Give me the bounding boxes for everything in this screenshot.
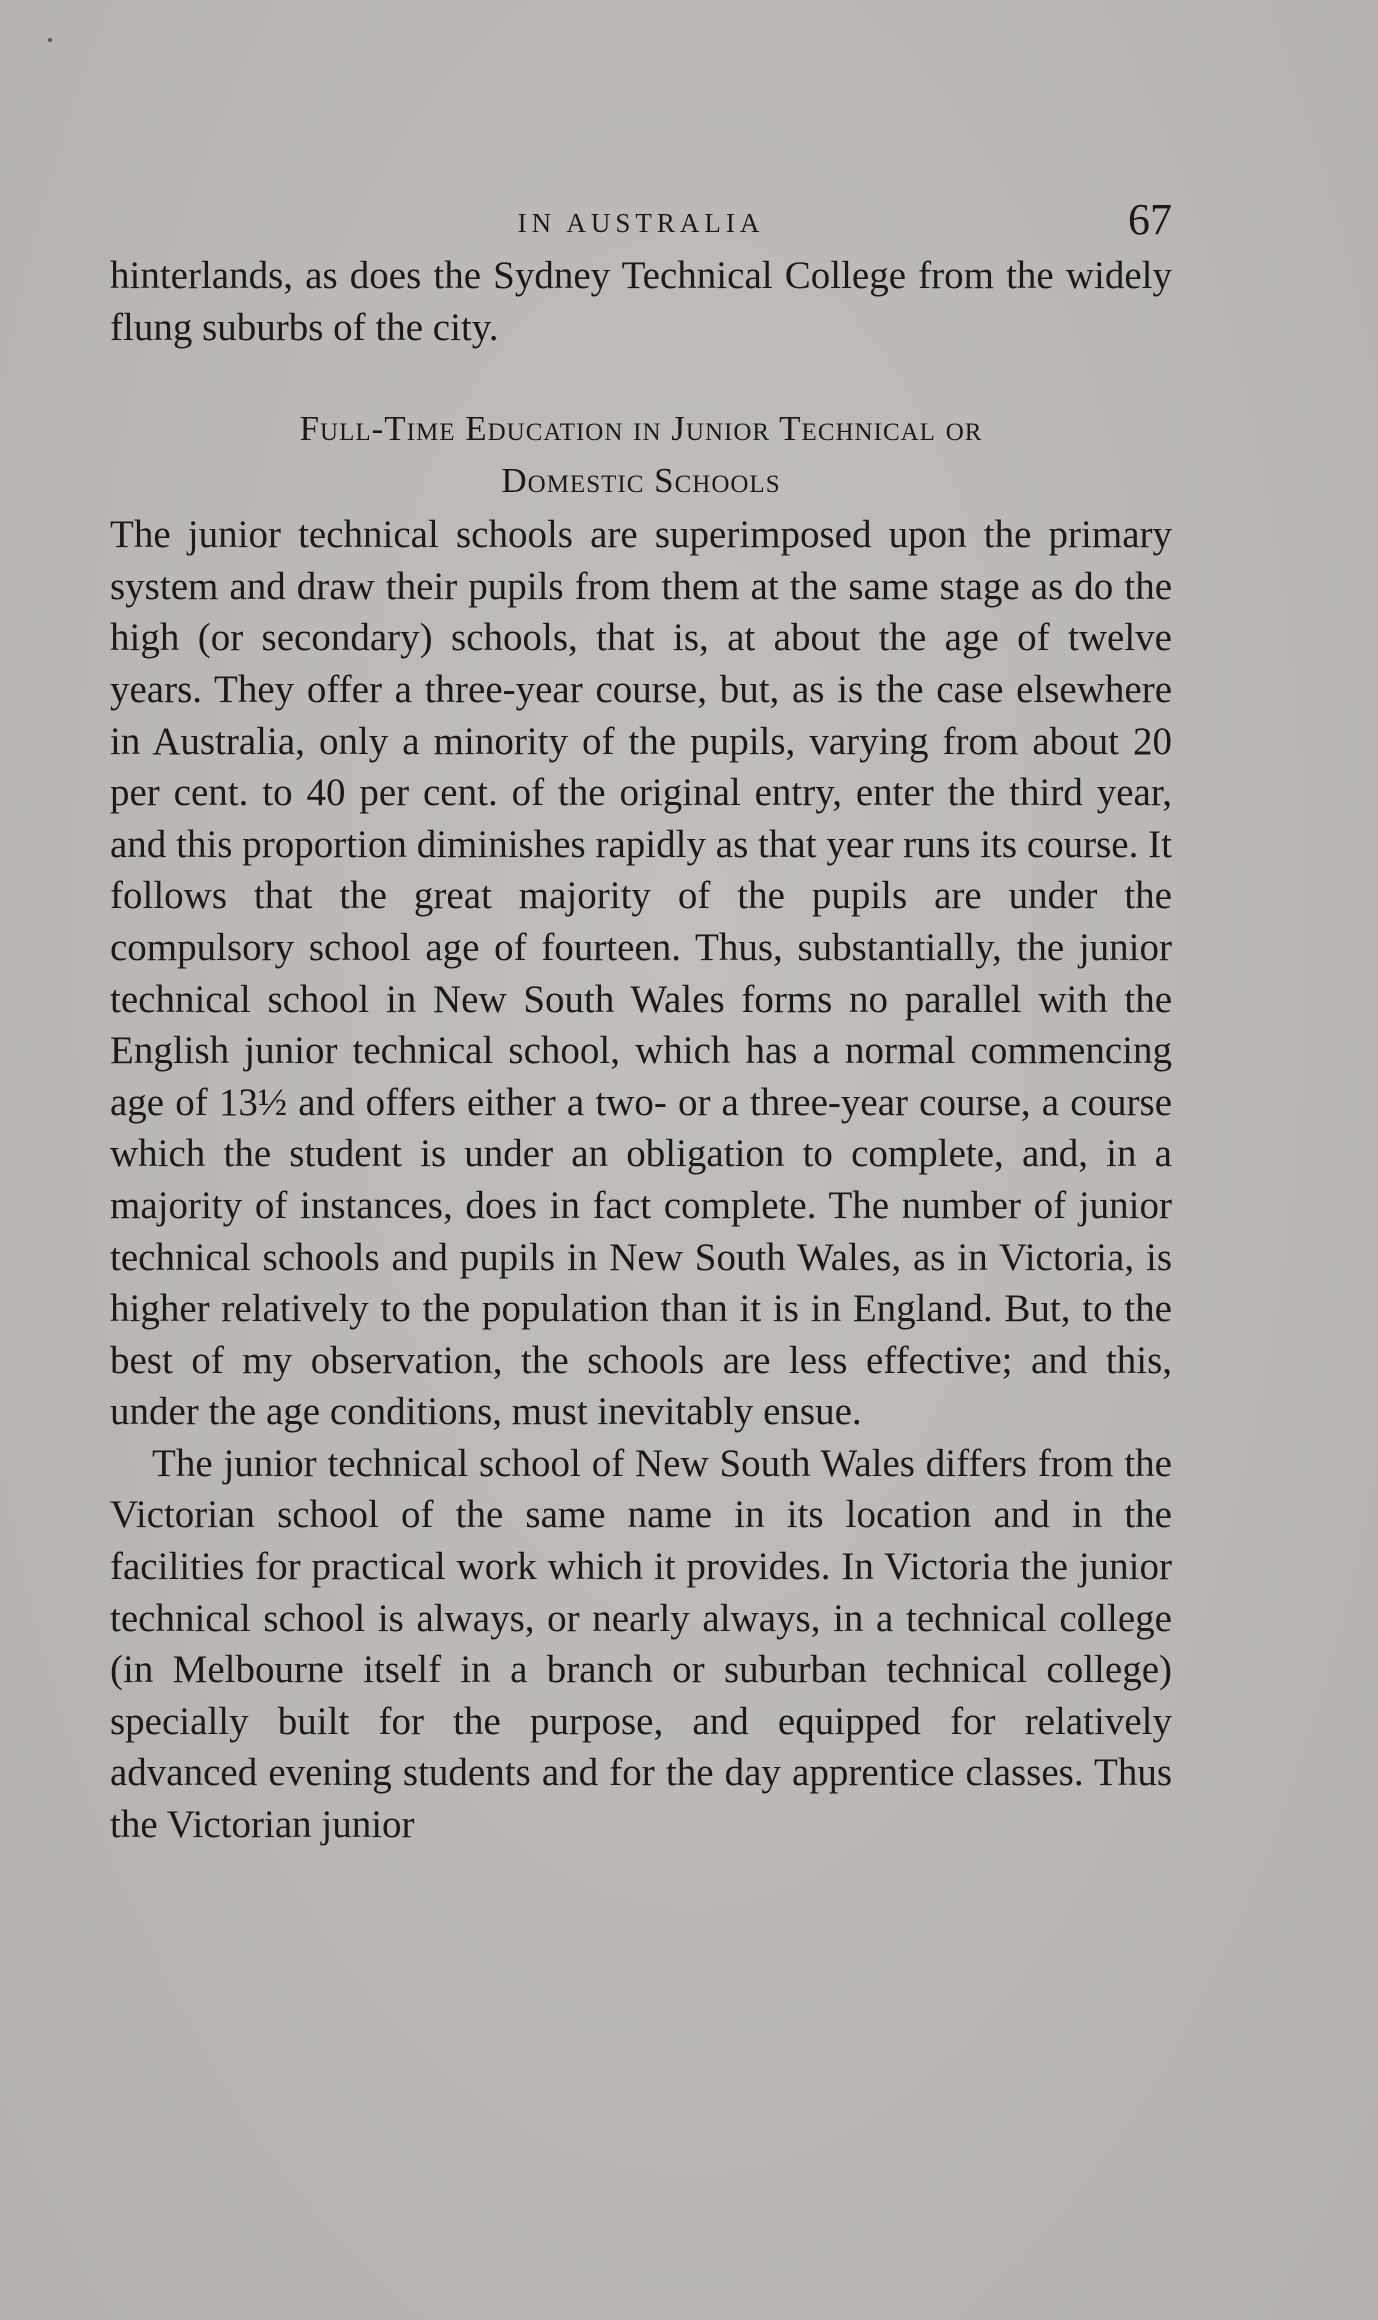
running-title: IN AUSTRALIA xyxy=(517,208,765,238)
section-heading xyxy=(110,403,1172,507)
section-heading-line-1: Full-Time Education in Junior Technical or xyxy=(299,409,983,449)
body-paragraph-2: The junior technical school of New South Wales differs from the Victorian school of the same name in its location and in the facilities for practical work which it provides. In Victoria the junior technical school is always, or nearly always, in a technical college (in Melbourne itself in a branch or suburban technical college) specially built for the purpose, and equipped for relatively advanced evening students and for the day apprentice classes. Thus the Victorian junior xyxy=(110,1441,1172,1847)
page-speck xyxy=(48,38,52,42)
continuation-paragraph: hinterlands, as does the Sydney Technical College from the widely flung suburbs of the city. xyxy=(110,254,1172,349)
section-heading-line-2: Domestic Schools xyxy=(501,461,781,501)
running-head xyxy=(110,190,1172,250)
page-number: 67 xyxy=(1128,195,1172,244)
body-paragraph-1: The junior technical schools are superimposed upon the primary system and draw their pupils from them at the same stage as do the high (or secondary) schools, that is, at about the age of twelve years. They offer a three-year course, but, as is the case elsewhere in Australia, only a minority of the pupils, varying from about 20 per cent. to 40 per cent. of the original entry, enter the third year, and this proportion diminishes rapidly as that year runs its course. It follows that the great majority of the pupils are under the compulsory school age of fourteen. Thus, substantially, the junior technical school in New South Wales forms no parallel with the English junior technical school, which has a normal commencing age of 13½ and offers either a two- or a three-year course, a course which the student is under an obligation to complete, and, in a majority of instances, does in fact complete. The number of junior technical schools and pupils in New South Wales, as in Victoria, is higher relatively to the population than it is in England. But, to the best of my observation, the schools are less effective; and this, under the age conditions, must inevitably ensue. xyxy=(110,513,1172,1434)
book-page xyxy=(110,190,1172,1851)
